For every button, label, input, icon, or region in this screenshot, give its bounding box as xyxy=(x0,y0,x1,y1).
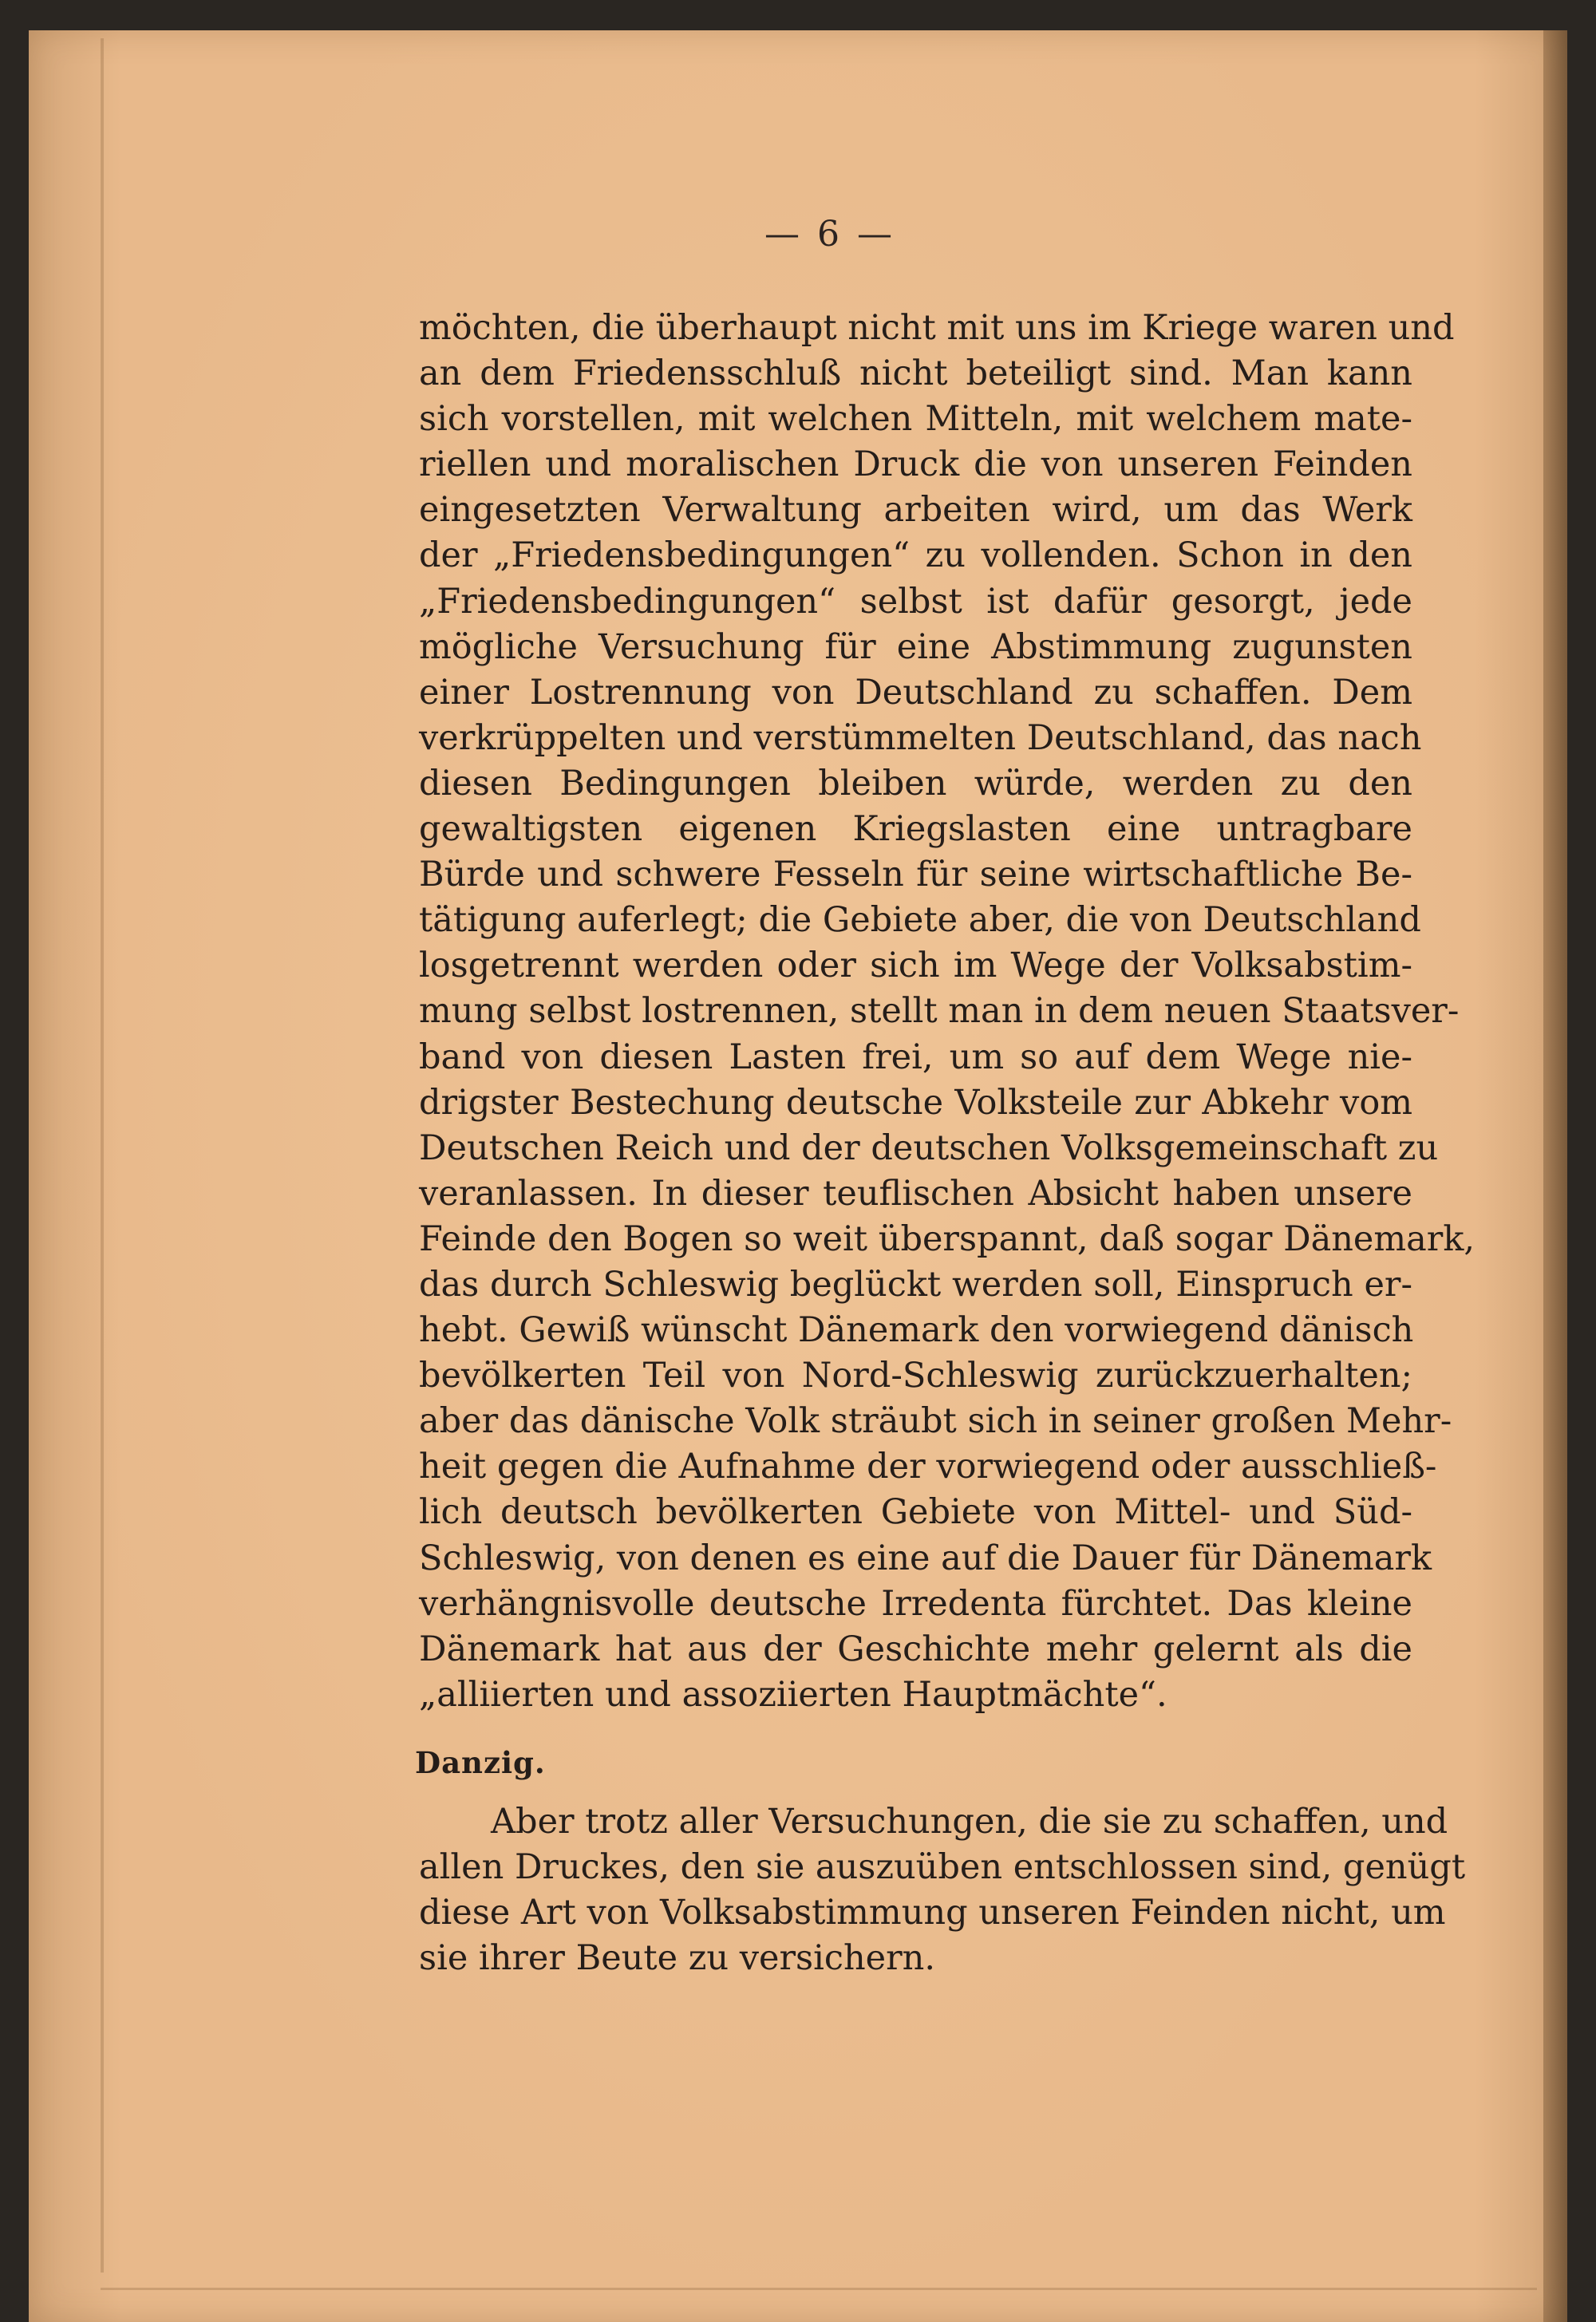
text-line: Feinde den Bogen so weit überspannt, daß sogar Dänemark, xyxy=(419,1218,1476,1259)
text-line: gewaltigsten eigenen Kriegslasten eine untragbare xyxy=(419,809,1412,850)
text-line: veranlassen. In dieser teuflischen Absicht haben unsere xyxy=(419,1173,1412,1214)
page-edge-left xyxy=(101,38,104,2273)
text-line: verhängnisvolle deutsche Irredenta fürchtet. Das kleine xyxy=(419,1583,1412,1624)
text-line: das durch Schleswig beglückt werden soll, Einspruch er- xyxy=(419,1264,1412,1305)
book-spine xyxy=(1543,30,1567,2322)
text-line: Dänemark hat aus der Geschichte mehr gelernt als die xyxy=(419,1629,1412,1669)
text-line: riellen und moralischen Druck die von unseren Feinden xyxy=(419,444,1412,485)
text-line: Schleswig, von denen es eine auf die Dauer für Dänemark xyxy=(419,1538,1432,1578)
text-line: band von diesen Lasten frei, um so auf dem Wege nie- xyxy=(419,1037,1412,1077)
page-edge-bottom xyxy=(101,2288,1537,2290)
text-line: drigster Bestechung deutsche Volksteile zur Abkehr vom xyxy=(419,1082,1412,1123)
text-line: heit gegen die Aufnahme der vorwiegend oder ausschließ- xyxy=(419,1447,1437,1487)
section-heading: Danzig. xyxy=(415,1745,546,1780)
text-line: allen Druckes, den sie auszuüben entschlossen sind, genügt xyxy=(419,1847,1466,1888)
text-line: an dem Friedensschluß nicht beteiligt sind. Man kann xyxy=(419,353,1412,394)
text-line: tätigung auferlegt; die Gebiete aber, die von Deutschland xyxy=(419,900,1421,941)
paragraph-2 xyxy=(419,1799,1466,1981)
text-line: eingesetzten Verwaltung arbeiten wird, um das Werk xyxy=(419,490,1412,531)
page-number: — 6 — xyxy=(764,214,895,255)
text-line: „alliierten und assoziierten Hauptmächte“. xyxy=(419,1674,1167,1715)
text-line: einer Lostrennung von Deutschland zu schaffen. Dem xyxy=(419,672,1412,713)
text-line: bevölkerten Teil von Nord-Schleswig zurückzuerhalten; xyxy=(419,1356,1412,1396)
text-line: Aber trotz aller Versuchungen, die sie zu schaffen, und xyxy=(491,1802,1448,1842)
text-line: „Friedensbedingungen“ selbst ist dafür gesorgt, jede xyxy=(419,581,1412,622)
text-line: diesen Bedingungen bleiben würde, werden zu den xyxy=(419,763,1412,804)
text-line: sich vorstellen, mit welchen Mitteln, mit welchem mate- xyxy=(419,399,1412,440)
paragraph-1 xyxy=(419,306,1476,1718)
text-line: Bürde und schwere Fesseln für seine wirtschaftliche Be- xyxy=(419,855,1412,895)
text-line: sie ihrer Beute zu versichern. xyxy=(419,1938,936,1979)
text-line: losgetrennt werden oder sich im Wege der Volksabstim- xyxy=(419,946,1412,986)
text-line: Deutschen Reich und der deutschen Volksgemeinschaft zu xyxy=(419,1127,1439,1168)
text-line: der „Friedensbedingungen“ zu vollenden. Schon in den xyxy=(419,535,1412,576)
text-line: aber das dänische Volk sträubt sich in seiner großen Mehr- xyxy=(419,1401,1452,1442)
text-line: möchten, die überhaupt nicht mit uns im Kriege waren und xyxy=(419,308,1455,348)
text-line: mögliche Versuchung für eine Abstimmung zugunsten xyxy=(419,626,1412,667)
text-line: verkrüppelten und verstümmelten Deutschland, das nach xyxy=(419,717,1422,758)
text-line: lich deutsch bevölkerten Gebiete von Mittel- und Süd- xyxy=(419,1492,1412,1533)
text-line: mung selbst lostrennen, stellt man in dem neuen Staatsver- xyxy=(419,991,1460,1032)
text-line: diese Art von Volksabstimmung unseren Feinden nicht, um xyxy=(419,1893,1446,1933)
text-line: hebt. Gewiß wünscht Dänemark den vorwiegend dänisch xyxy=(419,1310,1414,1351)
